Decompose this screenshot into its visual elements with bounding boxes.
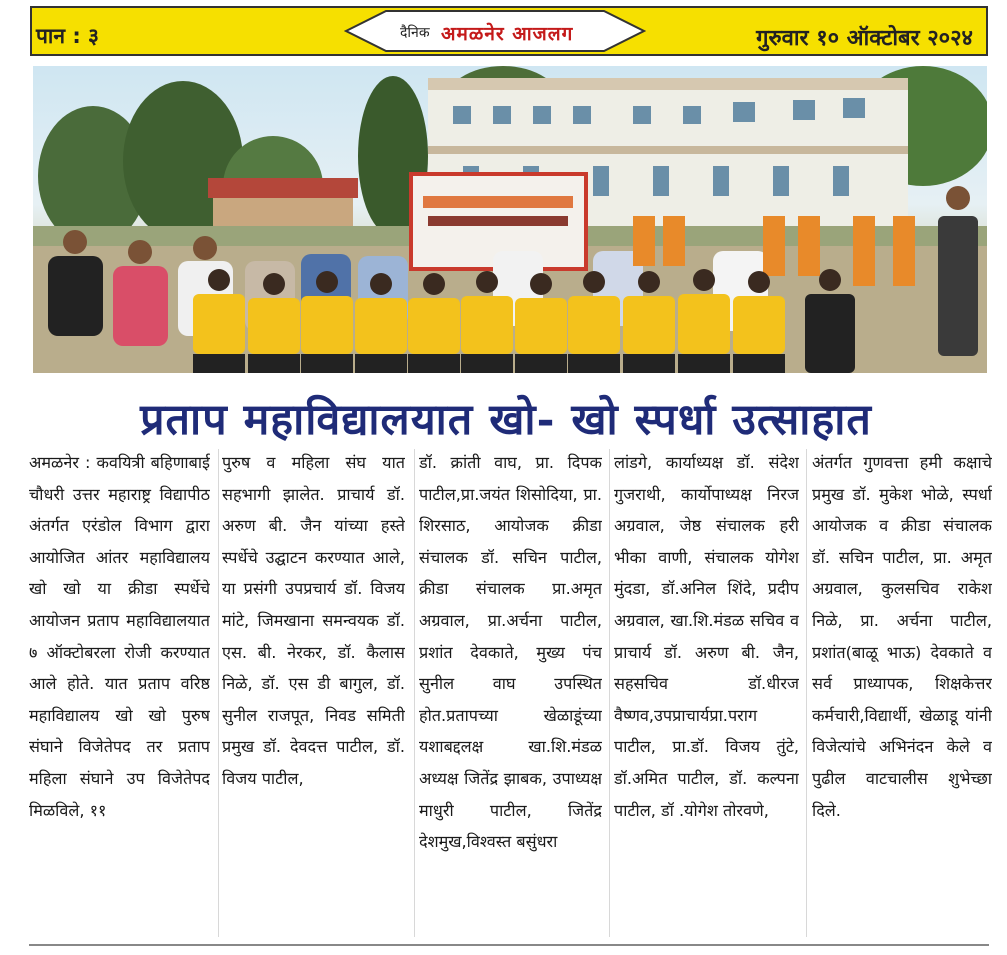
photo-icon <box>33 66 987 373</box>
column-3-text: डॉ. क्रांती वाघ, प्रा. दिपक पाटील,प्रा.जयंत शिसोदिया, प्रा. शिरसाठ, आयोजक क्रीडा संचालक डॉ. सचिन पाटील, क्रीडा संचालक प्रा.अमृत अग्रवाल, प्रा.अर्चना पाटील, प्रशांत देवकाते, मुख्य पंच सुनील वाघ उपस्थित होत.प्रतापच्या खेळाडूंच्या यशाबद्दलक्ष खा.शि.मंडळ अध्यक्ष जितेंद्र झाबक, उपाध्यक्ष माधुरी पाटील, जितेंद्र देशमुख,विश्वस्त बसुंधरा <box>419 453 602 852</box>
article-column-5 <box>812 447 992 937</box>
column-1-text: अमळनेर : कवयित्री बहिणाबाई चौधरी उत्तर महाराष्ट्र विद्यापीठ अंतर्गत एरंडोल विभाग द्वारा आयोजित आंतर महाविद्यालय खो खो या क्रीडा स्पर्धेचे आयोजन प्रताप महाविद्यालयात ७ ऑक्टोबरला रोजी करण्यात आले होते. यात प्रताप वरिष्ठ महाविद्यालय खो खो पुरुष संघाने विजेतेपद तर प्रताप महिला संघाने उप विजेतेपद मिळविले, ११ <box>29 453 210 820</box>
masthead-daily-label: दैनिक <box>400 25 430 41</box>
issue-date: गुरुवार १० ऑक्टोबर २०२४ <box>756 26 973 51</box>
article-column-2 <box>222 447 405 937</box>
article-column-3 <box>419 447 602 937</box>
column-5-text: अंतर्गत गुणवत्ता हमी कक्षाचे प्रमुख डॉ. मुकेश भोळे, स्पर्धा आयोजक व क्रीडा संचालक डॉ. सचिन पाटील, प्रा. अमृत अग्रवाल, कुलसचिव राकेश निळे, प्रा. अर्चना पाटील, प्रशांत(बाळू भाऊ) देवकाते व सर्व प्राध्यापक, शिक्षकेत्तर कर्मचारी,विद्यार्थी, खेळाडू यांनी विजेत्यांचे अभिनंदन केले व पुढील वाटचालीस शुभेच्छा दिले. <box>812 453 992 820</box>
article-photo <box>33 66 987 373</box>
column-divider <box>609 449 610 937</box>
column-divider <box>806 449 807 937</box>
masthead <box>344 8 646 54</box>
article-body <box>29 447 991 937</box>
column-4-text: लांडगे, कार्याध्यक्ष डॉ. संदेश गुजराथी, कार्योपाध्यक्ष निरज अग्रवाल, जेष्ठ संचालक हरी भीका वाणी, संचालक योगेश मुंदडा, डॉ.अनिल शिंदे, प्रदीप अग्रवाल, खा.शि.मंडळ सचिव व प्राचार्य डॉ. अरुण बी. जैन, सहसचिव डॉ.धीरज वैष्णव,उपप्राचार्यप्रा.पराग पाटील, प्रा.डॉ. विजय तुंटे, डॉ.अमित पाटील, डॉ. कल्पना पाटील, डॉ .योगेश तोरवणे, <box>614 453 799 820</box>
article-headline: प्रताप महाविद्यालयात खो- खो स्पर्धा उत्साहात <box>140 395 872 445</box>
article-column-4 <box>614 447 799 937</box>
bottom-rule <box>29 944 989 946</box>
column-divider <box>414 449 415 937</box>
newspaper-name: अमळनेर आजलग <box>441 23 574 45</box>
page-number: पान : ३ <box>36 24 99 48</box>
article-column-1 <box>29 447 210 937</box>
column-divider <box>218 449 219 937</box>
column-2-text: पुरुष व महिला संघ यात सहभागी झालेत. प्राचार्य डॉ. अरुण बी. जैन यांच्या हस्ते स्पर्धेचे उद्घाटन करण्यात आले, या प्रसंगी उपप्रचार्य डॉ. विजय मांटे, जिमखाना समन्वयक डॉ. एस. बी. नेरकर, डॉ. कैलास निळे, डॉ. एस डी बागुल, डॉ. सुनील राजपूत, निवड समिती प्रमुख डॉ. देवदत्त पाटील, डॉ. विजय पाटील, <box>222 453 405 788</box>
